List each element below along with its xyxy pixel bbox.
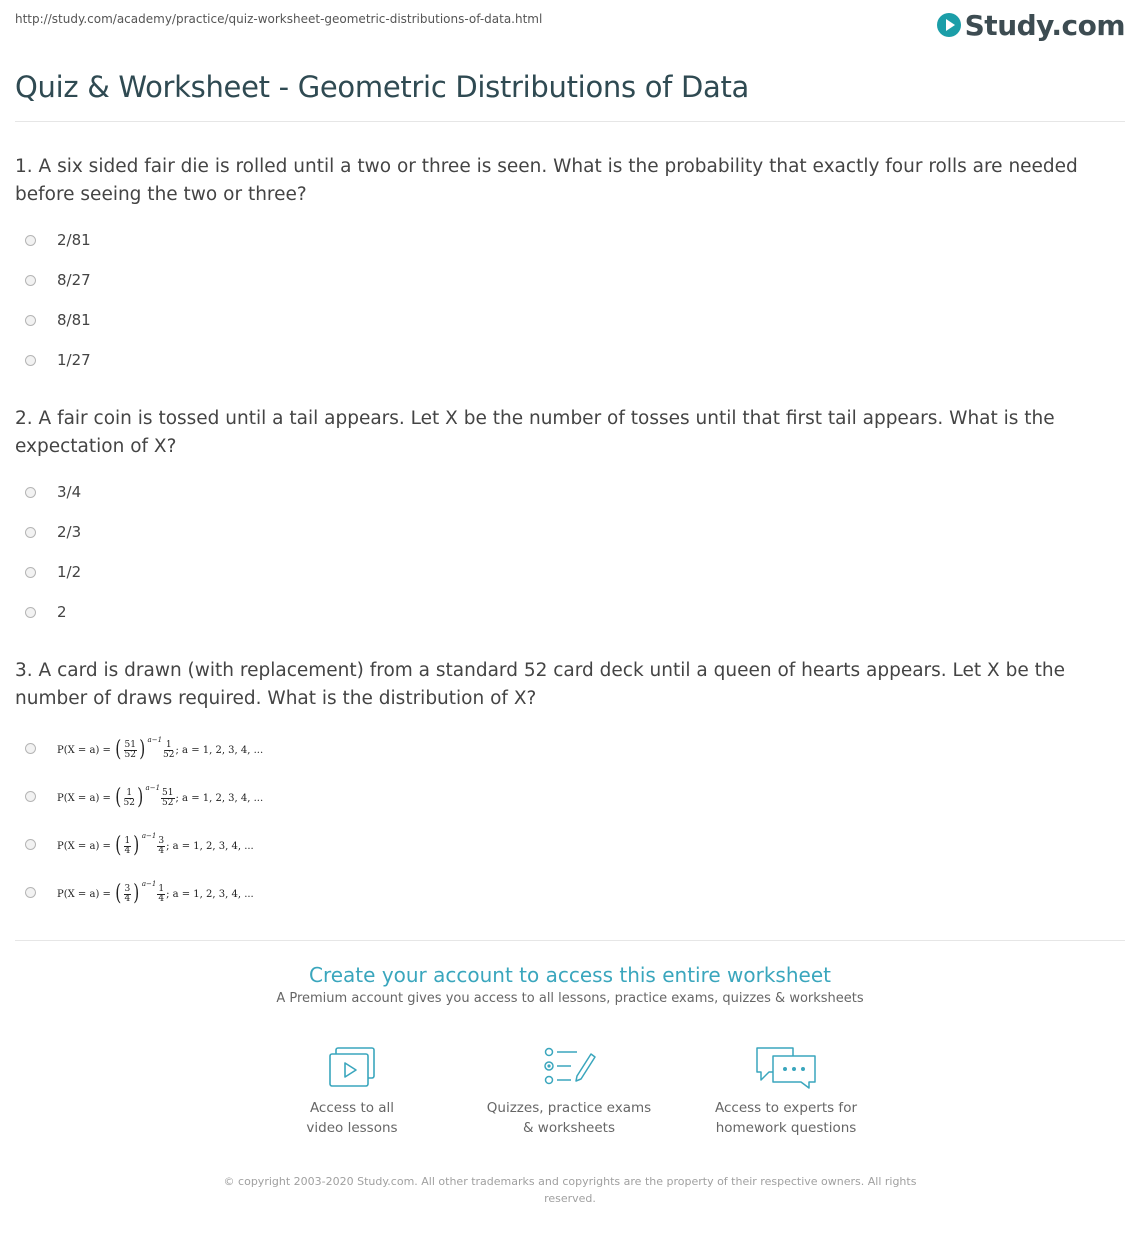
study-logo[interactable] (937, 8, 1125, 42)
fraction (124, 741, 137, 760)
question-text: 1. A six sided fair die is rolled until a two or three is seen. What is the probability that exactly four rolls are needed before seeing the two or three? (15, 156, 1078, 205)
exponent: a−1 (147, 736, 163, 744)
radio-button[interactable] (25, 235, 36, 246)
feature-quizzes (479, 1046, 659, 1138)
video-lessons-icon (326, 1046, 378, 1090)
feature-list (15, 1046, 1125, 1156)
answer-option[interactable] (15, 349, 1125, 389)
fraction-numerator: 1 (158, 883, 165, 894)
feature-label (479, 1098, 659, 1138)
fraction (157, 885, 165, 904)
answer-option[interactable] (15, 309, 1125, 349)
formula-lhs: P(X = a) = (57, 744, 111, 756)
formula-rhs: ; a = 1, 2, 3, 4, ... (175, 792, 264, 804)
fraction-denominator: 52 (162, 797, 174, 808)
feature-label-line: Quizzes, practice exams (486, 1100, 652, 1116)
fraction (157, 837, 165, 856)
fraction (124, 885, 132, 904)
fraction-denominator: 4 (124, 893, 131, 904)
paren-open: ( (115, 737, 122, 762)
answer-label: 3/4 (57, 483, 82, 501)
fraction-denominator: 52 (163, 749, 175, 760)
answer-option[interactable] (15, 561, 1125, 601)
fraction (161, 789, 174, 808)
fraction (124, 837, 132, 856)
paren-close: ) (133, 881, 140, 906)
question-text: 2. A fair coin is tossed until a tail appears. Let X be the number of tosses until that first tail appears. What is the expectation of X? (15, 408, 1055, 457)
paren-close: ) (139, 737, 146, 762)
feature-label (696, 1098, 876, 1138)
divider (15, 940, 1125, 941)
formula-rhs: ; a = 1, 2, 3, 4, ... (175, 744, 264, 756)
cta-link[interactable]: Create your account to access this entire worksheet (309, 963, 831, 987)
paren-open: ( (115, 881, 122, 906)
feature-label-line: Access to all (309, 1100, 395, 1116)
radio-button[interactable] (25, 355, 36, 366)
radio-button[interactable] (25, 887, 36, 898)
answer-label: 8/27 (57, 271, 91, 289)
answer-list (15, 481, 1125, 641)
fraction-numerator: 1 (126, 787, 133, 798)
feature-label-line: homework questions (715, 1120, 857, 1136)
formula-answer (57, 882, 254, 906)
fraction-numerator: 1 (165, 739, 172, 750)
answer-list (15, 736, 1125, 934)
fraction-denominator: 4 (158, 845, 165, 856)
page-url: http://study.com/academy/practice/quiz-worksheet-geometric-distributions-of-data.html (15, 12, 543, 26)
formula-answer (57, 738, 263, 762)
feature-label-line: video lessons (306, 1120, 398, 1136)
fraction-numerator: 1 (124, 835, 131, 846)
feature-experts (696, 1046, 876, 1138)
paren-open: ( (115, 785, 122, 810)
copyright-footer: © copyright 2003-2020 Study.com. All other trademarks and copyrights are the property of their respective owners. All rights reserved. (223, 1175, 917, 1205)
formula-lhs: P(X = a) = (57, 840, 111, 852)
formula-rhs: ; a = 1, 2, 3, 4, ... (166, 888, 254, 900)
answer-option[interactable] (15, 880, 1125, 934)
exponent: a−1 (141, 832, 157, 840)
logo-text: Study.com (964, 8, 1125, 42)
fraction-denominator: 4 (124, 845, 131, 856)
radio-button[interactable] (25, 791, 36, 802)
paren-close: ) (137, 785, 144, 810)
fraction-numerator: 51 (162, 787, 174, 798)
answer-option[interactable] (15, 784, 1125, 838)
cta-subtitle: A Premium account gives you access to all lessons, practice exams, quizzes & worksheets (276, 991, 864, 1006)
fraction-numerator: 3 (158, 835, 165, 846)
answer-option[interactable] (15, 269, 1125, 309)
radio-button[interactable] (25, 607, 36, 618)
answer-label: 2/3 (57, 523, 82, 541)
answer-label: 2 (57, 603, 67, 621)
radio-button[interactable] (25, 527, 36, 538)
radio-button[interactable] (25, 487, 36, 498)
fraction (163, 741, 174, 760)
quiz-checklist-icon (541, 1046, 597, 1090)
fraction (124, 789, 135, 808)
feature-label-line: & worksheets (522, 1120, 615, 1136)
fraction-numerator: 3 (124, 883, 131, 894)
fraction-denominator: 52 (124, 749, 136, 760)
answer-option[interactable] (15, 229, 1125, 269)
answer-label: 1/27 (57, 351, 91, 369)
question-text: 3. A card is drawn (with replacement) from a standard 52 card deck until a queen of hearts appears. Let X be the number of draws required. What is the distribution of X? (15, 660, 1065, 709)
exponent: a−1 (141, 880, 157, 888)
question-3 (15, 657, 1125, 934)
divider (15, 121, 1125, 122)
paren-open: ( (115, 833, 122, 858)
fraction-denominator: 52 (123, 797, 135, 808)
feature-label-line: Access to experts for (714, 1100, 857, 1116)
play-icon (937, 13, 961, 37)
answer-option[interactable] (15, 832, 1125, 886)
radio-button[interactable] (25, 315, 36, 326)
formula-answer (57, 834, 254, 858)
answer-label: 2/81 (57, 231, 91, 249)
radio-button[interactable] (25, 275, 36, 286)
feature-video-lessons (262, 1046, 442, 1138)
formula-rhs: ; a = 1, 2, 3, 4, ... (166, 840, 254, 852)
answer-label: 8/81 (57, 311, 91, 329)
formula-lhs: P(X = a) = (57, 888, 111, 900)
chat-bubbles-icon (753, 1046, 819, 1090)
answer-option[interactable] (15, 736, 1125, 790)
premium-cta (15, 963, 1125, 1136)
radio-button[interactable] (25, 743, 36, 754)
question-2 (15, 405, 1125, 641)
paren-close: ) (133, 833, 140, 858)
answer-label: 1/2 (57, 563, 82, 581)
radio-button[interactable] (25, 839, 36, 850)
answer-list (15, 229, 1125, 389)
answer-option[interactable] (15, 481, 1125, 521)
formula-answer (57, 786, 263, 810)
feature-label (262, 1098, 442, 1138)
fraction-denominator: 4 (158, 893, 165, 904)
exponent: a−1 (145, 784, 161, 792)
formula-lhs: P(X = a) = (57, 792, 111, 804)
answer-option[interactable] (15, 601, 1125, 641)
answer-option[interactable] (15, 521, 1125, 561)
question-1 (15, 153, 1125, 389)
page-title: Quiz & Worksheet - Geometric Distributions of Data (15, 70, 750, 104)
header (15, 10, 1125, 44)
fraction-numerator: 51 (124, 739, 136, 750)
radio-button[interactable] (25, 567, 36, 578)
